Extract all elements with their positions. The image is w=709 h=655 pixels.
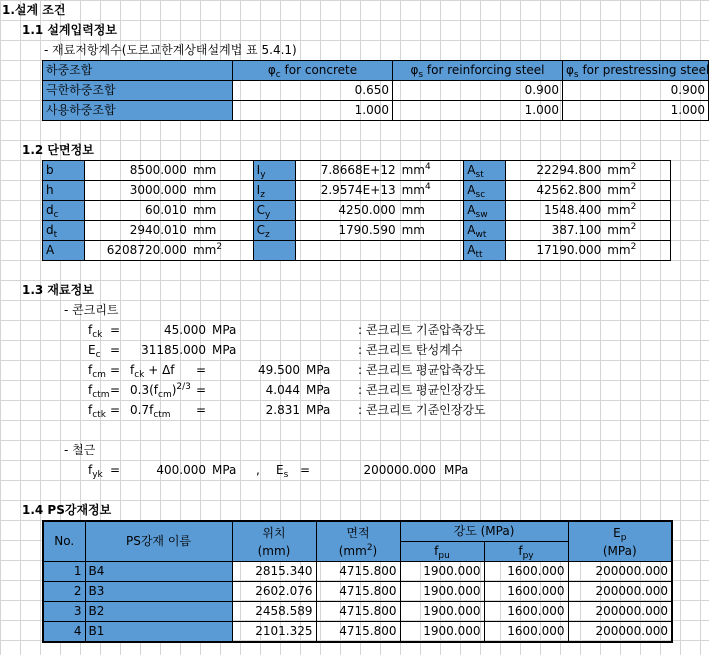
- table-row: [43, 81, 709, 101]
- cell-no: 4: [43, 622, 85, 643]
- desc-fcm: : 콘크리트 평균압축강도: [358, 363, 486, 377]
- col-header-phi-s-reinforcing: $\varphi_s$ for reinforcing steel: [393, 61, 563, 81]
- col-header-fpu: $f_{pu}$: [400, 542, 484, 562]
- value-iz: 2.9574E+13: [295, 181, 398, 201]
- cell-ep: 200000.000: [568, 602, 672, 622]
- unit-ec: MPa: [212, 343, 237, 357]
- label-iy: $I_y$: [253, 161, 295, 181]
- cell-fpy: 1600.000: [484, 582, 568, 602]
- label-b: b: [43, 161, 85, 181]
- table-row: [43, 221, 671, 241]
- section-title-1-1: 1.1 설계입력정보: [22, 23, 117, 37]
- cell-no: 2: [43, 582, 85, 602]
- value-ast: 22294.800: [506, 161, 604, 181]
- value-awt: 387.100: [506, 221, 604, 241]
- formula-fctk: $0.7f_{ctm}$: [130, 403, 171, 420]
- cell-phi-p: 1.000: [563, 101, 709, 121]
- section-title-1-2: 1.2 단면정보: [22, 143, 94, 157]
- cell-fpy: 1600.000: [484, 622, 568, 643]
- unit-a: $mm^2$: [190, 241, 253, 261]
- col-header-area: 면적 $(mm^2)$: [316, 521, 400, 562]
- col-header-no: No.: [43, 521, 85, 562]
- label-ast: $A_{st}$: [464, 161, 506, 181]
- label-fck: $f_{ck}$: [88, 323, 103, 340]
- unit-b: mm: [190, 161, 253, 181]
- table-row: [43, 161, 671, 181]
- equals-sign: =: [110, 343, 121, 357]
- col-header-phi-s-prestressing: $\varphi_s$ for prestressing steel: [563, 61, 709, 81]
- cell-fpu: 1900.000: [400, 562, 484, 582]
- table-row: [43, 622, 672, 643]
- cell-no: 3: [43, 602, 85, 622]
- value-fyk: 400.000: [156, 463, 206, 477]
- section-title-1-4: 1.4 PS강재정보: [22, 503, 112, 517]
- unit-fctm: MPa: [306, 383, 331, 397]
- unit-fck: MPa: [212, 323, 237, 337]
- cell-position: 2458.589: [232, 602, 316, 622]
- value-b: 8500.000: [85, 161, 190, 181]
- value-fctk: 2.831: [265, 403, 300, 417]
- unit-es: MPa: [444, 463, 469, 477]
- equals-sign: =: [300, 463, 311, 477]
- desc-fctm: : 콘크리트 평균인장강도: [358, 383, 486, 397]
- value-a: 6208720.000: [85, 241, 190, 261]
- value-h: 3000.000: [85, 181, 190, 201]
- col-header-position: 위치 (mm): [232, 521, 316, 562]
- cell-area: 4715.800: [316, 562, 400, 582]
- desc-ec: : 콘크리트 탄성계수: [358, 343, 463, 357]
- label-es: $E_s$: [276, 463, 289, 480]
- label-a: A: [43, 241, 85, 261]
- section-info-table: [42, 160, 671, 261]
- value-fcm: 49.500: [258, 363, 300, 377]
- unit-h: mm: [190, 181, 253, 201]
- desc-fctk: : 콘크리트 기준인장강도: [358, 403, 486, 417]
- value-att: 17190.000: [506, 241, 604, 261]
- unit-dt: mm: [190, 221, 253, 241]
- label-h: h: [43, 181, 85, 201]
- table-row: [43, 562, 672, 582]
- cell-ep: 200000.000: [568, 582, 672, 602]
- unit-fcm: MPa: [306, 363, 331, 377]
- cell-phi-s: 0.900: [393, 81, 563, 101]
- value-dc: 60.010: [85, 201, 190, 221]
- equals-sign: =: [110, 463, 121, 477]
- cell-fpu: 1900.000: [400, 602, 484, 622]
- label-fctk: $f_{ctk}$: [88, 403, 106, 420]
- col-header-fpy: $f_{py}$: [484, 542, 568, 562]
- concrete-subtitle: - 콘크리트: [64, 303, 119, 317]
- unit-ast: $mm^2$: [604, 161, 670, 181]
- unit-iz: $mm^4$: [399, 181, 464, 201]
- table-header-row: [43, 61, 709, 81]
- value-cz: 1790.590: [295, 221, 398, 241]
- label-awt: $A_{wt}$: [464, 221, 506, 241]
- table-row: [43, 101, 709, 121]
- cell-fpu: 1900.000: [400, 582, 484, 602]
- empty-label: [253, 241, 295, 261]
- unit-awt: $mm^2$: [604, 221, 670, 241]
- equals-sign: =: [196, 363, 207, 377]
- col-header-strength: 강도 (MPa): [400, 521, 568, 542]
- col-header-load-combination: 하중조합: [43, 61, 233, 81]
- equals-sign: =: [196, 403, 207, 417]
- label-fctm: $f_{ctm}$: [88, 383, 110, 400]
- equals-sign: =: [110, 383, 121, 397]
- table-row: [43, 181, 671, 201]
- cell-phi-p: 0.900: [563, 81, 709, 101]
- col-header-phi-c: $\varphi_c$ for concrete: [233, 61, 393, 81]
- unit-dc: mm: [190, 201, 253, 221]
- cell-ep: 200000.000: [568, 622, 672, 643]
- ps-steel-table: [42, 520, 673, 643]
- empty-value: [295, 241, 398, 261]
- cell-area: 4715.800: [316, 602, 400, 622]
- value-asc: 42562.800: [506, 181, 604, 201]
- table-row: [43, 582, 672, 602]
- label-cy: $C_y$: [253, 201, 295, 221]
- row-name: 사용하중조합: [43, 101, 233, 121]
- section-title-1-3: 1.3 재료정보: [22, 283, 94, 297]
- cell-name: B2: [85, 602, 232, 622]
- equals-sign: =: [110, 403, 121, 417]
- cell-name: B4: [85, 562, 232, 582]
- label-fyk: $f_{yk}$: [88, 463, 103, 480]
- label-dt: $d_t$: [43, 221, 85, 241]
- cell-area: 4715.800: [316, 582, 400, 602]
- equals-sign: =: [110, 323, 121, 337]
- value-asw: 1548.400: [506, 201, 604, 221]
- unit-att: $mm^2$: [604, 241, 670, 261]
- table-header-row: [43, 521, 672, 542]
- table-row: [43, 241, 671, 261]
- unit-asc: $mm^2$: [604, 181, 670, 201]
- formula-fctm: $0.3(f_{cm})^{2/3}$: [130, 382, 191, 400]
- value-fck: 45.000: [164, 323, 206, 337]
- desc-fck: : 콘크리트 기준압축강도: [358, 323, 486, 337]
- unit-asw: $mm^2$: [604, 201, 670, 221]
- resistance-factor-table: [42, 60, 709, 121]
- label-cz: $C_z$: [253, 221, 295, 241]
- equals-sign: =: [110, 363, 121, 377]
- label-asw: $A_{sw}$: [464, 201, 506, 221]
- label-asc: $A_{sc}$: [464, 181, 506, 201]
- row-name: 극한하중조합: [43, 81, 233, 101]
- value-dt: 2940.010: [85, 221, 190, 241]
- cell-phi-c: 1.000: [233, 101, 393, 121]
- col-header-ep: $E_p$ (MPa): [568, 521, 672, 562]
- unit-cz: mm: [399, 221, 464, 241]
- cell-fpu: 1900.000: [400, 622, 484, 643]
- table-row: [43, 602, 672, 622]
- cell-name: B1: [85, 622, 232, 643]
- separator-comma: ,: [256, 463, 260, 477]
- label-att: $A_{tt}$: [464, 241, 506, 261]
- value-ec: 31185.000: [141, 343, 206, 357]
- cell-position: 2815.340: [232, 562, 316, 582]
- cell-area: 4715.800: [316, 622, 400, 643]
- cell-no: 1: [43, 562, 85, 582]
- cell-phi-c: 0.650: [233, 81, 393, 101]
- formula-fcm: $f_{ck} + \Delta f$: [130, 363, 175, 380]
- value-iy: 7.8668E+12: [295, 161, 398, 181]
- value-cy: 4250.000: [295, 201, 398, 221]
- label-dc: $d_c$: [43, 201, 85, 221]
- equals-sign: =: [196, 383, 207, 397]
- value-fctm: 4.044: [265, 383, 300, 397]
- label-ec: $E_c$: [88, 343, 101, 360]
- cell-phi-s: 1.000: [393, 101, 563, 121]
- label-fcm: $f_{cm}$: [88, 363, 106, 380]
- empty-unit: [399, 241, 464, 261]
- col-header-name: PS강재 이름: [85, 521, 232, 562]
- rebar-subtitle: - 철근: [64, 443, 96, 457]
- cell-name: B3: [85, 582, 232, 602]
- resistance-factor-subtitle: - 재료저항계수(도로교한계상태설계법 표 5.4.1): [44, 43, 297, 57]
- label-iz: $I_z$: [253, 181, 295, 201]
- cell-position: 2602.076: [232, 582, 316, 602]
- unit-fyk: MPa: [212, 463, 237, 477]
- cell-fpy: 1600.000: [484, 562, 568, 582]
- cell-position: 2101.325: [232, 622, 316, 643]
- unit-fctk: MPa: [306, 403, 331, 417]
- unit-iy: $mm^4$: [399, 161, 464, 181]
- section-title-1: 1.설계 조건: [2, 3, 66, 17]
- cell-ep: 200000.000: [568, 562, 672, 582]
- cell-fpy: 1600.000: [484, 602, 568, 622]
- table-row: [43, 201, 671, 221]
- unit-cy: mm: [399, 201, 464, 221]
- value-es: 200000.000: [363, 463, 436, 477]
